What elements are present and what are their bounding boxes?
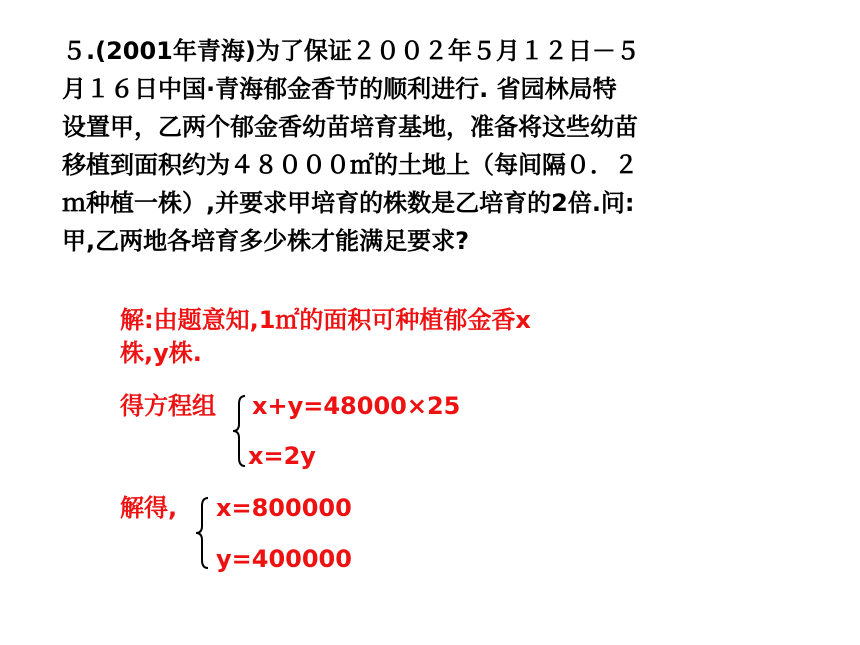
problem-line: 设置甲，乙两个郁金香幼苗培育基地，准备将这些幼苗 bbox=[62, 113, 638, 141]
problem-statement bbox=[62, 32, 782, 260]
system-label: 得方程组 bbox=[120, 392, 216, 420]
solution-intro-line1: 解:由题意知,1㎡的面积可种植郁金香x bbox=[120, 306, 531, 334]
left-brace-icon bbox=[230, 394, 250, 468]
equation-1: x+y=48000×25 bbox=[252, 392, 461, 420]
problem-line: ｍ种植一株）,并要求甲培育的株数是乙培育的2倍.问: bbox=[62, 189, 635, 217]
problem-line: 移植到面积约为４８０００㎡的土地上（每间隔０．２ bbox=[62, 151, 638, 179]
result-label: 解得, bbox=[120, 494, 178, 522]
result-x: x=800000 bbox=[216, 494, 352, 522]
solution-intro-line2: 株,y株. bbox=[120, 339, 202, 367]
problem-line: ５.(2001年青海)为了保证２００２年５月１２日－５ bbox=[62, 37, 640, 65]
problem-line: 甲,乙两地各培育多少株才能满足要求? bbox=[62, 227, 470, 255]
equation-2: x=2y bbox=[248, 442, 316, 470]
left-brace-icon bbox=[193, 496, 213, 570]
problem-line: 月１６日中国·青海郁金香节的顺利进行. 省园林局特 bbox=[62, 75, 617, 103]
result-y: y=400000 bbox=[216, 545, 352, 573]
